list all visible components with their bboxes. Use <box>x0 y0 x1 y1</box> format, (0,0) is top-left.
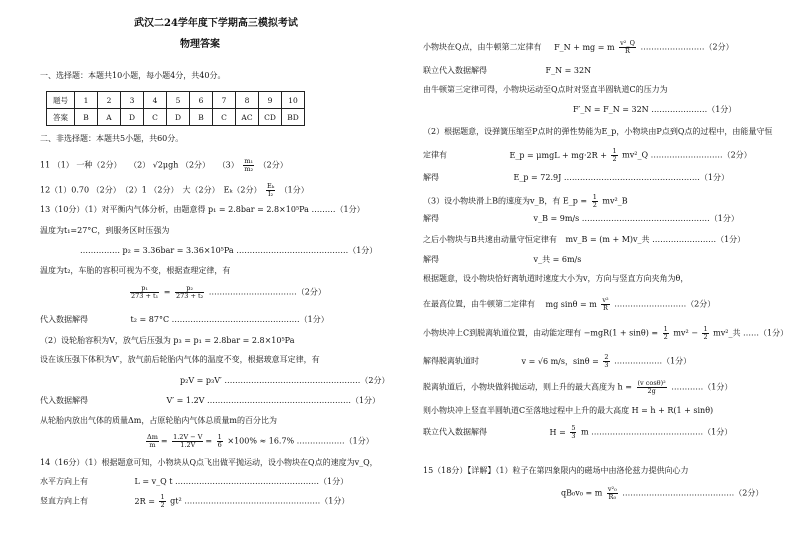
pre: 小物块在Q点，由牛顿第二定律有 <box>423 42 542 52</box>
value-pre: E_p = μmgL + mg·2R + <box>509 150 607 160</box>
r-line-20 <box>561 486 763 501</box>
q11-b-pts: （2分） <box>180 160 211 170</box>
section1-heading: 一、选择题：本题共10小题，每小题4分，共40分。 <box>40 71 226 80</box>
table-cell: 1 <box>75 92 98 109</box>
post: m ……………………………………（1分） <box>581 427 733 437</box>
table-cell: 8 <box>236 92 259 109</box>
frac <box>637 380 667 395</box>
frac-den: 2 <box>592 201 597 209</box>
r-line-3: 由牛顿第三定律可得，小物块运动至Q点时对竖直半圆轨道C的压力为 <box>423 85 668 94</box>
r-line-14 <box>423 326 788 341</box>
frac-num: v²_Q <box>620 39 635 47</box>
label: 联立代入数据解得 <box>423 66 487 75</box>
pre: 小物块冲上C到脱离轨道位置，由动能定理有 −mgR(1 + sinθ) = <box>423 328 659 338</box>
r-line-16 <box>423 380 732 395</box>
table-cell: 9 <box>259 92 282 109</box>
label: 解得 <box>423 173 439 182</box>
q12-frac <box>266 183 275 198</box>
q11-c-pts: （2分） <box>258 160 288 170</box>
frac-num: Eₖ <box>267 182 275 190</box>
eq: E_p = <box>562 196 588 206</box>
label: 竖直方向上有 <box>40 496 88 506</box>
r-line-7 <box>423 173 729 183</box>
pts: …………（1分） <box>671 382 733 392</box>
right-column <box>423 0 789 543</box>
table-cell: D <box>121 109 144 126</box>
value: L = v_Q t ………………………………………………（1分） <box>134 477 349 486</box>
frac-num: 1 <box>663 325 668 333</box>
frac-den: 2 <box>612 155 617 163</box>
r-line-18 <box>423 425 732 440</box>
equals: = <box>163 287 171 297</box>
frac-num: 5 <box>571 424 576 432</box>
label: 联立代入数据解得 <box>423 427 487 437</box>
eq: F_N + mg = m <box>554 42 615 52</box>
frac <box>217 434 223 449</box>
value: E_p = 72.9J ……………………………………………（1分） <box>513 173 729 182</box>
frac <box>611 148 617 163</box>
table-cell: 7 <box>213 92 236 109</box>
frac-num: v²₀ <box>607 485 617 493</box>
value: F_N = 32N <box>545 66 592 75</box>
table-cell: D <box>167 109 190 126</box>
q11-c-pre: （3） <box>217 160 239 170</box>
mid: mv² − <box>673 328 698 338</box>
value: v_共 = 6m/s <box>533 255 582 264</box>
label: 代入数据解得 <box>40 396 88 405</box>
frac-num: p₁ <box>130 285 159 293</box>
frac-den: 273 + t₁ <box>131 292 159 300</box>
frac <box>570 425 576 440</box>
frac-den: m <box>149 441 156 449</box>
frac-num: p₂ <box>175 285 204 293</box>
frac-num: (v cosθ)² <box>637 379 666 387</box>
q13-pts: ……………………………（2分） <box>208 287 326 297</box>
q12-pts: （1分） <box>279 185 309 195</box>
frac-den: 3 <box>571 432 576 440</box>
pre: H = <box>549 427 566 437</box>
table-cell: 5 <box>167 92 190 109</box>
q11-b-val: √2μgh <box>152 160 179 170</box>
q14-line-3 <box>40 494 349 509</box>
frac-num: m₁ <box>244 157 254 165</box>
frac <box>663 326 669 341</box>
r-line-5: （2）根据题意，设弹簧压缩至P点时的弹性势能为E_p，小物块由P点到Q点的过程中，由能量守恒 <box>423 127 773 136</box>
frac <box>619 40 636 55</box>
q11-num: 11 （1） <box>40 160 74 170</box>
q13-line-8: 设在该压强下体积为V′，放气前后轮胎内气体的温度不变，根据玻意耳定律，有 <box>40 355 320 364</box>
pts: ……………………………………（2分） <box>622 488 764 498</box>
q14-line-1: 14（16分）（1）根据题意可知，小物块从Q点飞出做平抛运动，设小物块在Q点的速度为v_Q， <box>40 458 378 467</box>
table-cell: 10 <box>282 92 305 109</box>
left-body <box>40 0 390 543</box>
q11-line <box>40 158 288 173</box>
frac <box>172 434 203 449</box>
q12-line <box>40 183 309 198</box>
post: mv²_共 ……（1分） <box>713 328 789 338</box>
frac-num: 1 <box>160 493 165 501</box>
q13-frac-1 <box>130 285 159 300</box>
eq: mg sinθ = m <box>545 299 597 309</box>
frac <box>607 486 618 501</box>
frac-den: R <box>625 47 630 55</box>
frac <box>601 297 609 312</box>
q12-text: 12（1）0.70 （2分） （2）1 （2分） 大（2分） Eₖ（2分） <box>40 185 262 195</box>
table-cell: 3 <box>121 92 144 109</box>
frac-num: 2 <box>604 353 609 361</box>
label: 解得 <box>423 214 439 223</box>
post: mv²_B <box>602 196 628 206</box>
q13-line-9: p₂V = p₃V′ ……………………………………………（2分） <box>180 376 390 385</box>
q13-line-7: （2）设轮胎容积为V，放气后压强为 p₃ = p₁ = 2.8bar = 2.8×10⁵Pa <box>40 336 295 345</box>
pts: ……………………（2分） <box>640 42 734 52</box>
value: v = √6 m/s，sinθ = <box>521 356 599 366</box>
label: 水平方向上有 <box>40 477 88 486</box>
frac-den: 2g <box>647 387 656 395</box>
frac-num: 1.2V − V <box>173 433 203 441</box>
table-cell: CD <box>259 109 282 126</box>
q14-line-2 <box>40 477 348 487</box>
frac-num: v² <box>602 296 609 304</box>
value-pre: 2R = <box>134 496 155 506</box>
pre: qB₀v₀ = m <box>561 488 603 498</box>
r-line-11 <box>423 255 581 265</box>
frac-den: R <box>603 304 608 312</box>
q13-line-5 <box>128 285 326 300</box>
r-line-10 <box>423 235 745 245</box>
q11-a: 一种（2分） <box>76 160 122 170</box>
frac-den: I₂ <box>267 190 274 198</box>
table-cell: C <box>144 109 167 126</box>
r-line-6 <box>423 148 752 163</box>
page-subtitle: 物理答案 <box>180 39 220 50</box>
r-line-2 <box>423 66 591 76</box>
frac-den: 2 <box>663 333 668 341</box>
value: t₂ = 87°C …………………………………………（1分） <box>130 315 329 324</box>
table-cell: B <box>75 109 98 126</box>
frac-den: R₀ <box>608 493 617 501</box>
q13-line-11: 从轮胎内放出气体的质量Δm，占原轮胎内气体总质量m的百分比为 <box>40 416 277 425</box>
label: 解得 <box>423 255 439 264</box>
pre: 在最高位置，由牛顿第二定律有 <box>423 299 535 309</box>
q13-line-1: 13（10分）（1）对平衡内气体分析，由题意得 p₁ = 2.8bar = 2.8×10⁵Pa ………（1分） <box>40 205 365 214</box>
label: 定律有 <box>423 150 447 160</box>
frac <box>702 326 708 341</box>
pre: （3）设小物块滑上B的速度为v_B，有 <box>423 196 561 206</box>
frac-den: 2 <box>160 501 165 509</box>
pre: 之后小物块与B共速由动量守恒定律有 <box>423 235 557 244</box>
r-line-4: F′_N = F_N = 32N …………………（1分） <box>573 105 737 114</box>
frac-num: 1 <box>612 147 617 155</box>
r-line-9 <box>423 214 739 224</box>
table-cell: AC <box>236 109 259 126</box>
value-post: gt² ……………………………………………（1分） <box>170 496 350 506</box>
frac-den: 273 + t₂ <box>176 292 204 300</box>
table-cell: 4 <box>144 92 167 109</box>
q13-line-12: $\frac{\Delta m}{m}$ = $\frac{1.2V - V}{1.2V}$ = $\frac{1}{6}$ ×100% ≈ 16.7% ………………（1分） <box>147 433 374 449</box>
table-cell: A <box>98 109 121 126</box>
table-cell: B <box>190 109 213 126</box>
value: V′ = 1.2V ………………………………………………（1分） <box>166 396 381 405</box>
r-line-19: 15（18分）【详解】（1）粒子在第四象限内的磁场中由洛伦兹力提供向心力 <box>423 466 689 475</box>
label: 解得脱离轨道时 <box>423 356 479 366</box>
q11-c-frac <box>243 158 254 173</box>
r-line-13 <box>423 297 715 312</box>
q13-line-2: 温度为t₁=27°C，到服务区时压强为 <box>40 226 170 235</box>
q13-line-6 <box>40 315 329 325</box>
frac <box>159 494 165 509</box>
r-line-17: 则小物块冲上竖直半圆轨道C至落地过程中上升的最大高度 H = h + R(1 + sinθ) <box>423 406 714 415</box>
r-line-15 <box>423 354 691 369</box>
frac-den: 1.2V <box>180 441 196 449</box>
frac <box>592 194 598 209</box>
section2-heading: 二、非选择题：本题共5小题，共60分。 <box>40 134 184 143</box>
table-cell: 6 <box>190 92 213 109</box>
q13-line-3: …………… p₂ = 3.36bar = 3.36×10⁵Pa ……………………………………（1分） <box>80 246 378 255</box>
frac <box>603 354 609 369</box>
r-line-12: 根据题意，设小物块恰好离轨道时速度大小为v，方向与竖直方向夹角为θ， <box>423 274 689 283</box>
table-header-cell: 题号 <box>47 92 75 109</box>
q13-line-10 <box>40 396 380 406</box>
value: v_B = 9m/s …………………………………………（1分） <box>533 214 739 223</box>
frac-den: m₂ <box>244 165 254 173</box>
frac-num: 1 <box>217 433 222 441</box>
table-cell: C <box>213 109 236 126</box>
table-cell: BD <box>282 109 305 126</box>
frac-den: 3 <box>604 361 609 369</box>
q11-b-pre: （2） <box>129 160 151 170</box>
table-header-cell: 答案 <box>47 109 75 126</box>
frac-num: Δm <box>147 433 158 441</box>
frac <box>146 434 159 449</box>
value-post: mv²_Q ………………………（2分） <box>622 150 752 160</box>
label: 代入数据解得 <box>40 315 88 324</box>
page-title: 武汉二24学年度下学期高三模拟考试 <box>134 18 298 29</box>
eq: h = <box>617 382 632 392</box>
frac-den: 6 <box>217 441 222 449</box>
pre: 脱离轨道后，小物块做斜抛运动，则上升的最大高度为 <box>423 382 615 392</box>
r-line-8 <box>423 194 628 209</box>
pts: ………………（1分） <box>614 356 692 366</box>
value: mv_B = (m + M)v_共 ……………………（1分） <box>565 235 746 244</box>
frac-num: 1 <box>703 325 708 333</box>
frac-den: 2 <box>703 333 708 341</box>
frac-num: 1 <box>592 193 597 201</box>
pts: ………………………（2分） <box>614 299 716 309</box>
r-line-1 <box>423 40 734 55</box>
table-cell: 2 <box>98 92 121 109</box>
rest: ×100% ≈ 16.7% ………………（1分） <box>227 436 374 446</box>
q13-frac-2 <box>175 285 204 300</box>
q13-line-4: 温度为t₂，车胎的容积可视为不变，根据查理定律，有 <box>40 266 231 275</box>
